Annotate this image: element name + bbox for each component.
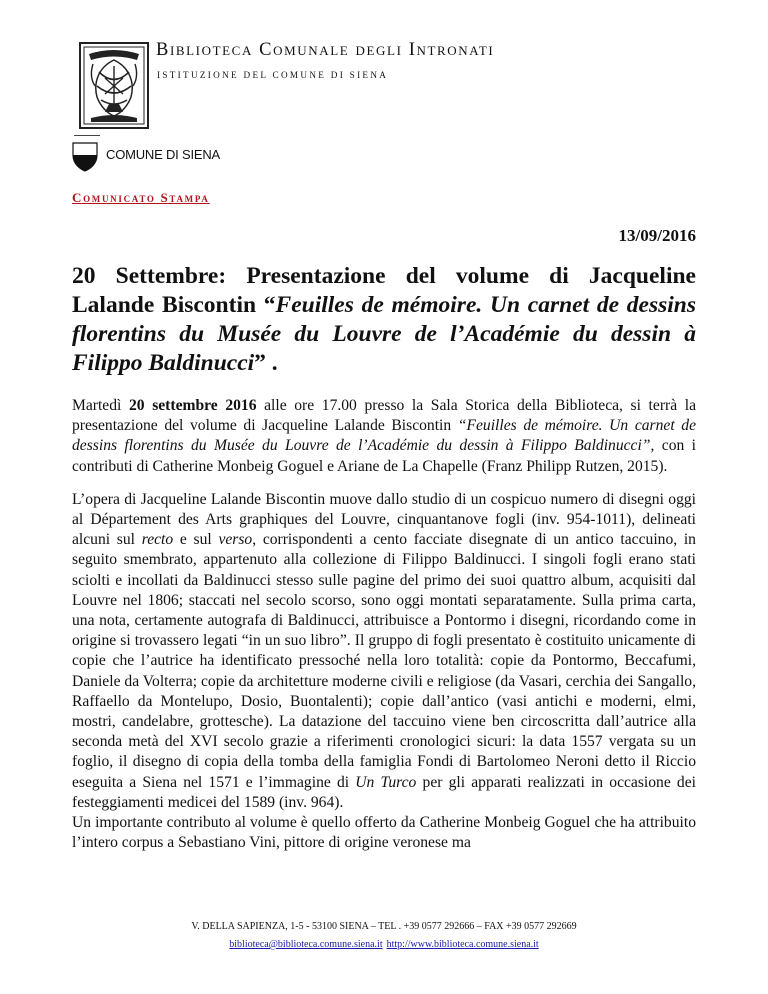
- paragraph-description: [72, 490, 696, 813]
- event-date: 20 settembre 2016: [128, 397, 257, 414]
- text-run: , corrispondenti a cento facciate disegnate di un antico taccuino, in seguito smembrato, appartenuto alla collezione di Filippo Baldinucci. I singoli fogli erano stati sciolti e incollati da Baldinucci stesso sulle pagine del primo dei suoi quattro album, acquisiti dal Louvre nel 1806; staccati nel secolo scorso, sono oggi montati separatamente. Sulla prima carta, una nota, certamente autografa di Baldinucci, attribuisce a Pontormo i disegni, ricordando come in origine si trovassero legati “in un suo libro”. Il gruppo di fogli presentato è costituito unicamente di copie che l’autrice ha identificato pressoché nella loro totalità: copie da Pontormo, Beccafumi, Daniele da Volterra; copie da architetture moderne civili e religiose (da Vasari, cerchia dei Sangallo, Raffaello da Montelupo, Dosio, Buontalenti); copie dall’antico (vasi antichi e moderni, elmi, mostri, candelabre, grottesche). La datazione del taccuino viene ben circoscritta dall’autrice alla seconda metà del XVI secolo grazie a riferimenti cronologici sicuri: la data 1557 vergata su un foglio, il disegno di copia della tomba della famiglia Fondi di Bartolomeo Neroni detto il Riccio eseguita a Siena nel 1571 e l’immagine di: [72, 531, 696, 791]
- text-run: per gli apparati realizzati in occasione dei festeggiamenti medicei del 1589 (inv. 964).: [72, 773, 696, 811]
- email-link[interactable]: biblioteca@biblioteca.comune.siena.it: [229, 939, 383, 950]
- book-title: “Feuilles de mémoire. Un carnet de dessins florentins du Musée du Louvre de l’Académie du dessin à Filippo Baldinucci”,: [72, 417, 696, 455]
- title-prefix: 20 Settembre: Presentazione del volume di Jacqueline Lalande Biscontin “: [72, 263, 696, 318]
- text-run: Un importante contributo al volume è quello offerto da Catherine Monbeig Goguel che ha attribuito l’intero corpus a Sebastiano Vini, pittore di origine veronese ma: [72, 814, 696, 852]
- text-run: e sul: [173, 531, 219, 549]
- title-book-name: Feuilles de mémoire. Un carnet de dessins florentins du Musée du Louvre de l’Académie du dessin à Filippo Baldinucci: [72, 292, 696, 376]
- library-subtitle: ISTITUZIONE DEL COMUNE DI SIENA: [157, 70, 389, 80]
- title-suffix: ” .: [254, 350, 278, 376]
- comune-label: COMUNE DI SIENA: [106, 147, 221, 162]
- website-link[interactable]: http://www.biblioteca.comune.siena.it: [386, 939, 539, 950]
- intronati-emblem-icon: [79, 42, 149, 129]
- page-title: [72, 262, 696, 378]
- siena-shield-icon: [72, 142, 98, 172]
- header-divider: [74, 135, 100, 136]
- italic-term: recto: [141, 531, 174, 549]
- text-run: con i contributi di Catherine Monbeig Goguel e Ariane de La Chapelle (Franz Philipp Rutzen, 2015).: [72, 437, 696, 475]
- paragraph-announcement: [72, 396, 696, 477]
- press-release-label: Comunicato Stampa: [72, 190, 210, 205]
- library-name: Biblioteca Comunale degli Intronati: [156, 40, 495, 60]
- text-run: Martedì: [72, 397, 129, 414]
- text-run: alle ore 17.00 presso la Sala Storica della Biblioteca, si terrà la presentazione del volume di Jacqueline Lalande Biscontin: [72, 397, 696, 435]
- article-body: [72, 396, 696, 853]
- text-run: L’opera di Jacqueline Lalande Biscontin muove dallo studio di un cospicuo numero di disegni oggi al Département des Arts graphiques del Louvre, cinquantanove fogli (inv. 954-1011), delineati alcuni sul: [72, 490, 696, 549]
- italic-term: Un Turco: [355, 773, 417, 791]
- footer-links: [0, 939, 768, 950]
- footer-address: V. DELLA SAPIENZA, 1-5 - 53100 SIENA – TEL . +39 0577 292666 – FAX +39 0577 292669: [191, 921, 577, 932]
- release-date: 13/09/2016: [618, 226, 696, 245]
- italic-term: verso: [218, 531, 253, 549]
- paragraph-contribution: [72, 813, 696, 853]
